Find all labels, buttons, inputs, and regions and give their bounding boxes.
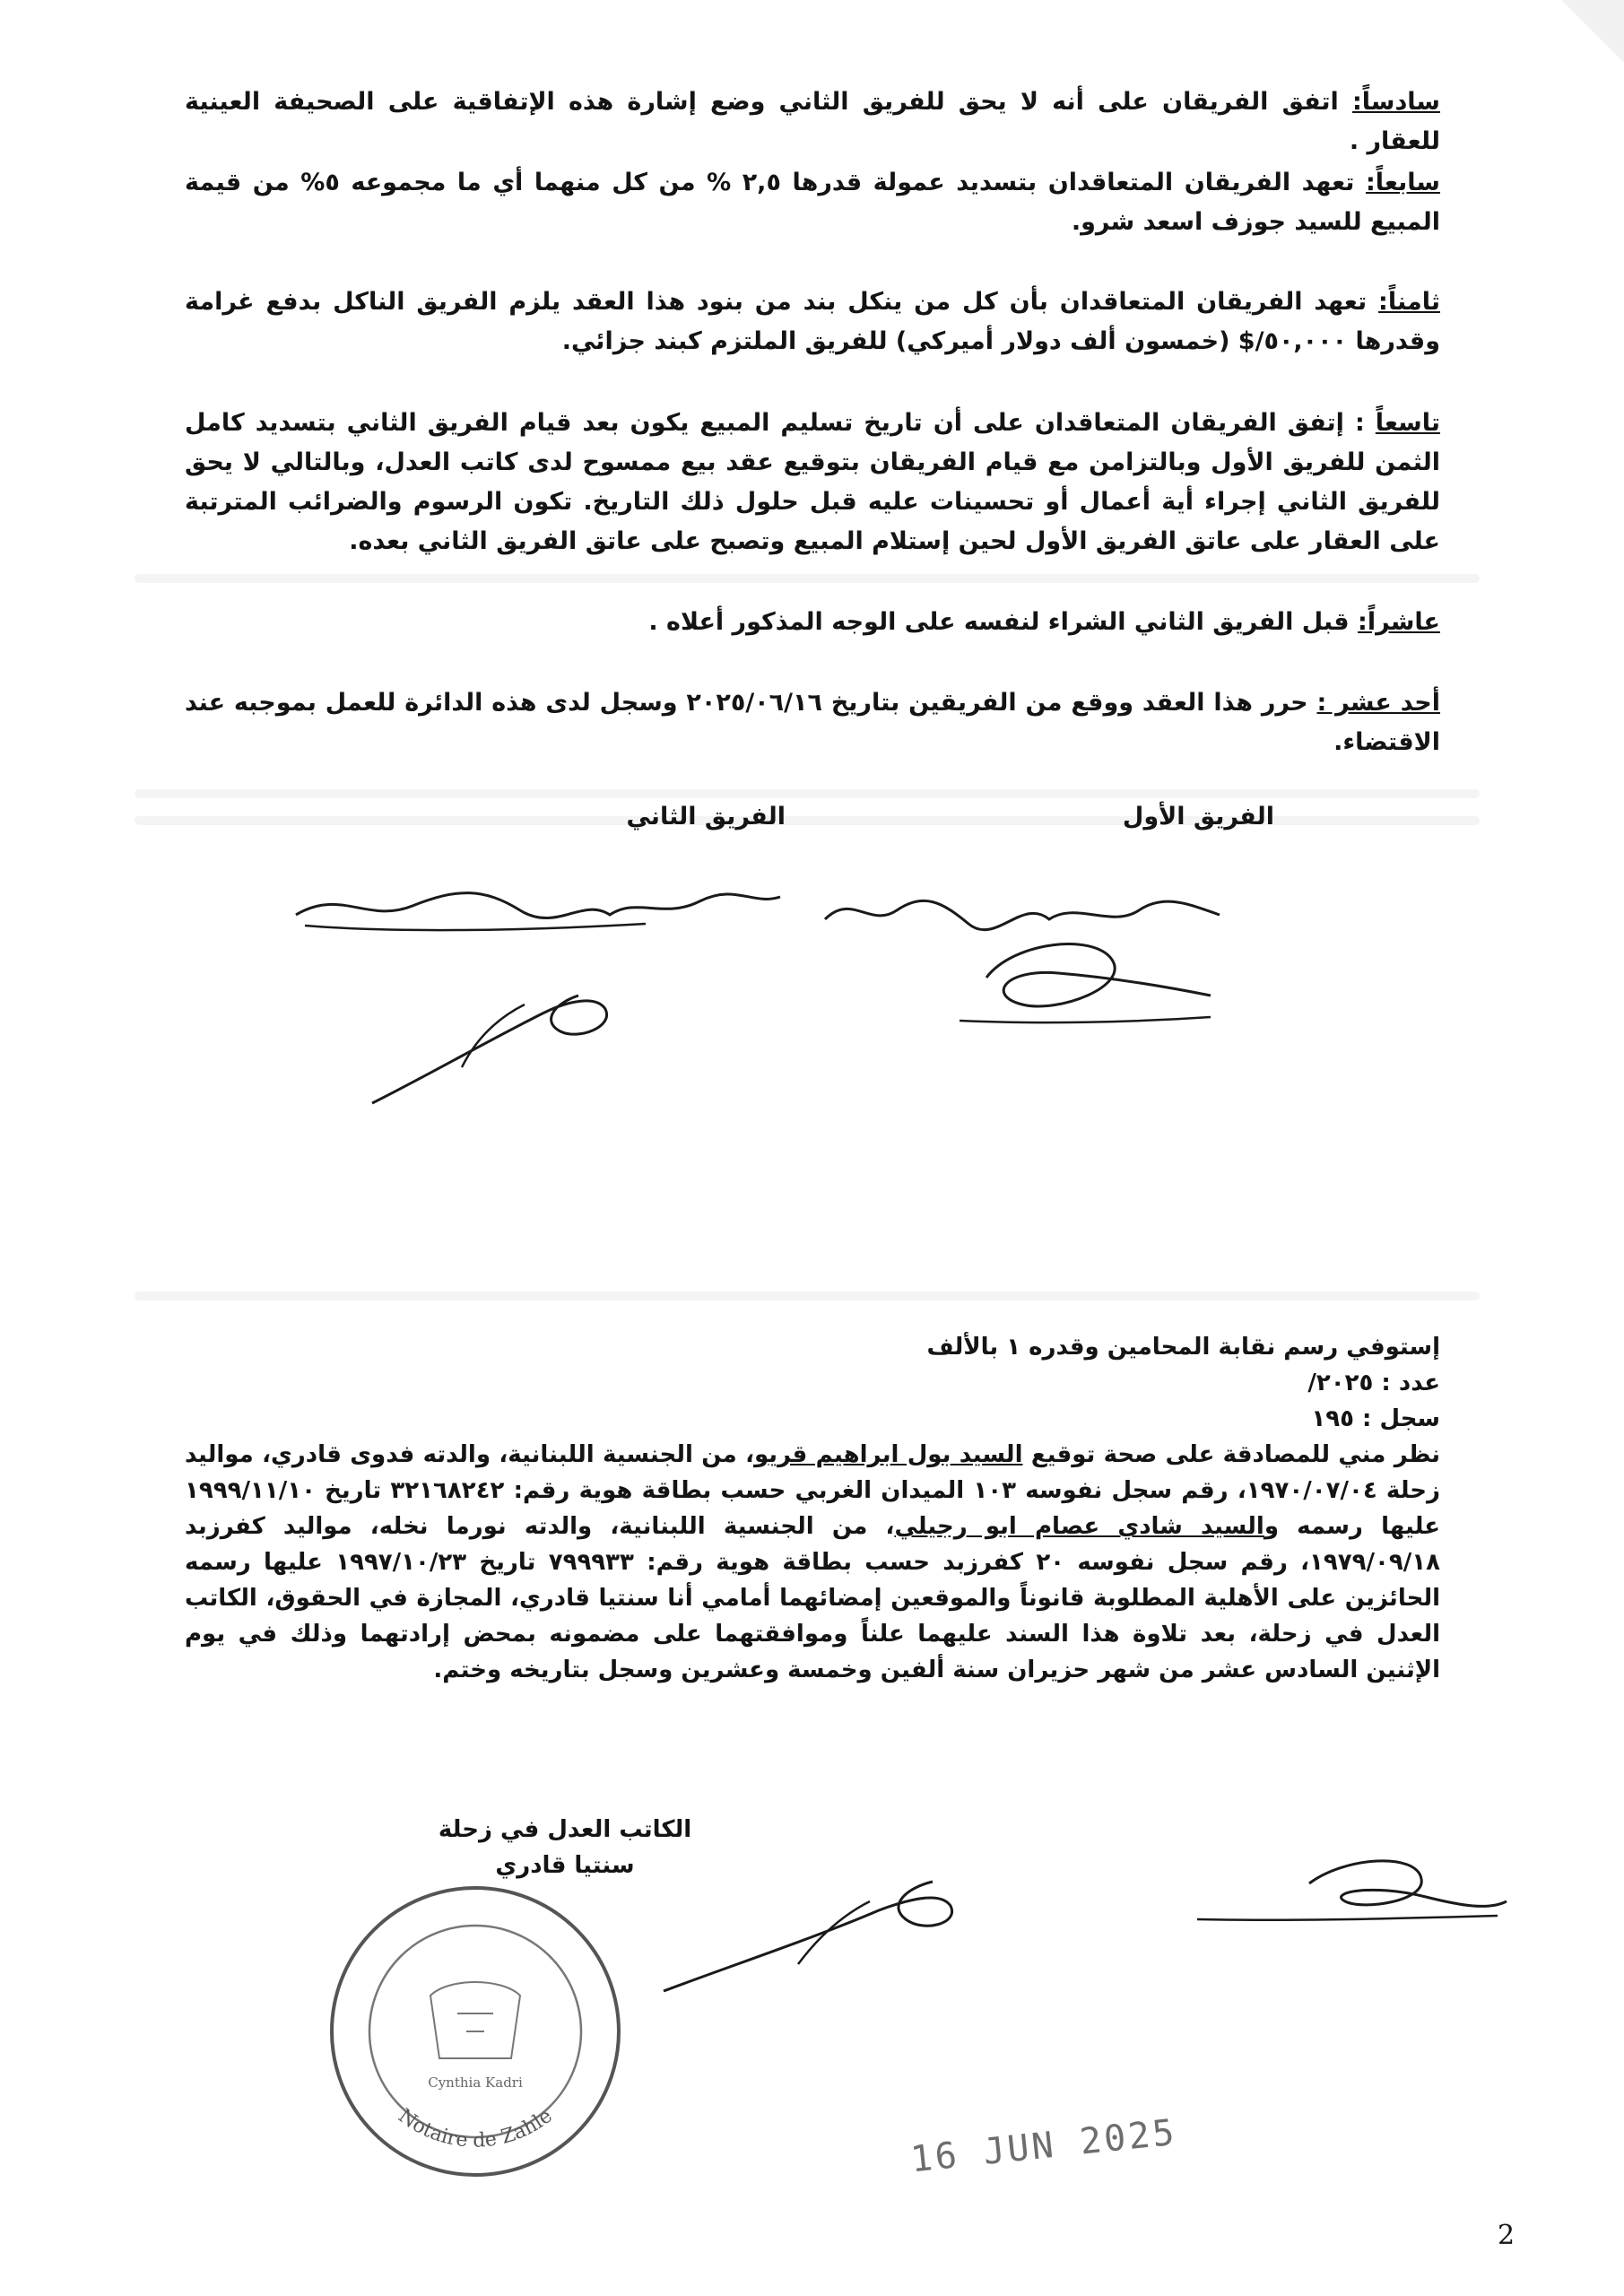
- bleed-through: [135, 1292, 1480, 1300]
- clause-heading: ثامناً:: [1378, 288, 1440, 316]
- bar-fee-line: إستوفي رسم نقابة المحامين وقدره ١ بالألف: [926, 1334, 1440, 1361]
- clause-heading: أحد عشر :: [1316, 689, 1441, 717]
- clause-heading: تاسعاً: [1375, 409, 1440, 437]
- clause-8: [185, 283, 1440, 361]
- second-party-label: الفريق الثاني: [626, 803, 786, 831]
- notary-title-line: الكاتب العدل في زحلة: [438, 1816, 692, 1843]
- clause-text: قبل الفريق الثاني الشراء لنفسه على الوجه المذكور أعلاه .: [648, 608, 1359, 636]
- clause-7: [185, 163, 1440, 242]
- first-party-signature: [951, 924, 1220, 1031]
- notary-seal: [323, 1879, 628, 2184]
- register-line: سجل : ١٩٥: [1311, 1405, 1440, 1432]
- seal-text: Notaire de Zahle: [394, 2104, 557, 2152]
- second-party-handwritten-name: [287, 870, 789, 942]
- clause-6: [185, 83, 1440, 161]
- page-corner-fold: [1561, 0, 1624, 63]
- certification-intro: نظر مني للمصادقة على صحة توقيع: [1022, 1441, 1441, 1468]
- clause-text: اتفق الفريقان على أنه لا يحق للفريق الثاني وضع إشارة هذه الإتفاقية على الصحيفة العينية للعقار .: [185, 88, 1440, 155]
- certification-first-party-details: ، من الجنسية اللبنانية، والدته فدوى قادري، مواليد زحلة ١٩٧٠/٠٧/٠٤، رقم سجل نفوسه ١٠٣ الميدان الغربي حسب بطاقة هوية رقم: ٣٢١٦٨٢٤٢ تاريخ ١٩٩٩/١١/١٠ عليها رسمه و: [185, 1441, 1441, 1540]
- second-party-name: السيد شادي عصام ابو رجيلي: [894, 1513, 1264, 1540]
- clause-11: [185, 683, 1440, 762]
- first-party-label: الفريق الأول: [1122, 803, 1274, 831]
- notary-signature: [655, 1866, 968, 2000]
- date-stamp: 16 JUN 2025: [908, 2111, 1179, 2181]
- clause-heading: سادساً:: [1351, 88, 1440, 116]
- first-party-countersignature: [1193, 1848, 1515, 1946]
- first-party-name: السيد بول ابراهيم قريو: [753, 1441, 1023, 1468]
- clause-text: تعهد الفريقان المتعاقدان بأن كل من ينكل بند من بنود هذا العقد يلزم الفريق الناكل بدفع غرامة وقدرها ٥٠,٠٠٠/$ (خمسون ألف دولار أميركي) للفريق الملتزم كبند جزائي.: [185, 288, 1440, 355]
- bleed-through: [135, 574, 1480, 583]
- notary-certification: [185, 1329, 1440, 1688]
- notary-name: سنتيا قادري: [495, 1852, 635, 1879]
- clause-10: [185, 603, 1440, 642]
- clause-heading: عاشراً:: [1358, 608, 1440, 636]
- bleed-through: [135, 816, 1480, 825]
- bleed-through: [135, 789, 1480, 798]
- clause-heading: سابعاً:: [1365, 169, 1440, 196]
- record-number-line: عدد : ٢٠٢٥/: [1307, 1370, 1440, 1396]
- svg-text:Notaire de Zahle: [394, 2105, 556, 2152]
- clause-9: [185, 404, 1440, 561]
- certification-second-party-details: ، من الجنسية اللبنانية، والدته نورما نخله، مواليد كفرزبد ١٩٧٩/٠٩/١٨، رقم سجل نفوسه ٢٠ كفرزبد حسب بطاقة هوية رقم: ٧٩٩٩٣٣ تاريخ ١٩٩٧/١٠/٢٣ عليها رسمه الحائزين على الأهلية المطلوبة قانوناً والموقعين إمضائهما أمامي أنا سنتيا قادري، المجازة في الحقوق، الكاتب العدل في زحلة، بعد تلاوة هذا السند عليهما علناً وموافقتهما على مضمونه بمحض إرادتهما وذلك في يوم الإثنين السادس عشر من شهر حزيران سنة ألفين وخمسة وعشرين وسجل بتاريخه وختم.: [185, 1513, 1440, 1683]
- clause-text: : إتفق الفريقان المتعاقدان على أن تاريخ تسليم المبيع يكون بعد قيام الفريق الثاني بتسديد كامل الثمن للفريق الأول وبالتزامن مع قيام الفريقان بتوقيع عقد بيع ممسوح لدى كاتب العدل، وبالتالي لا يحق للفريق الثاني إجراء أية أعمال أو تحسينات عليه قبل حلول ذلك التاريخ. تكون الرسوم والضرائب المترتبة على العقار على عاتق الفريق الأول لحين إستلام المبيع وتصبح على عاتق الفريق الثاني بعده.: [185, 409, 1440, 555]
- second-party-signature: [354, 978, 623, 1112]
- page-number: 2: [1498, 2220, 1515, 2251]
- clause-text: حرر هذا العقد ووقع من الفريقين بتاريخ ٢٠٢٥/٠٦/١٦ وسجل لدى هذه الدائرة للعمل بموجبه عند الاقتضاء.: [185, 689, 1440, 756]
- seal-name: Cynthia Kadri: [428, 2074, 523, 2091]
- clause-text: تعهد الفريقان المتعاقدان بتسديد عمولة قدرها ٢,٥ % من كل منهما أي ما مجموعه ٥% من قيمة المبيع للسيد جوزف اسعد شرو.: [185, 169, 1440, 236]
